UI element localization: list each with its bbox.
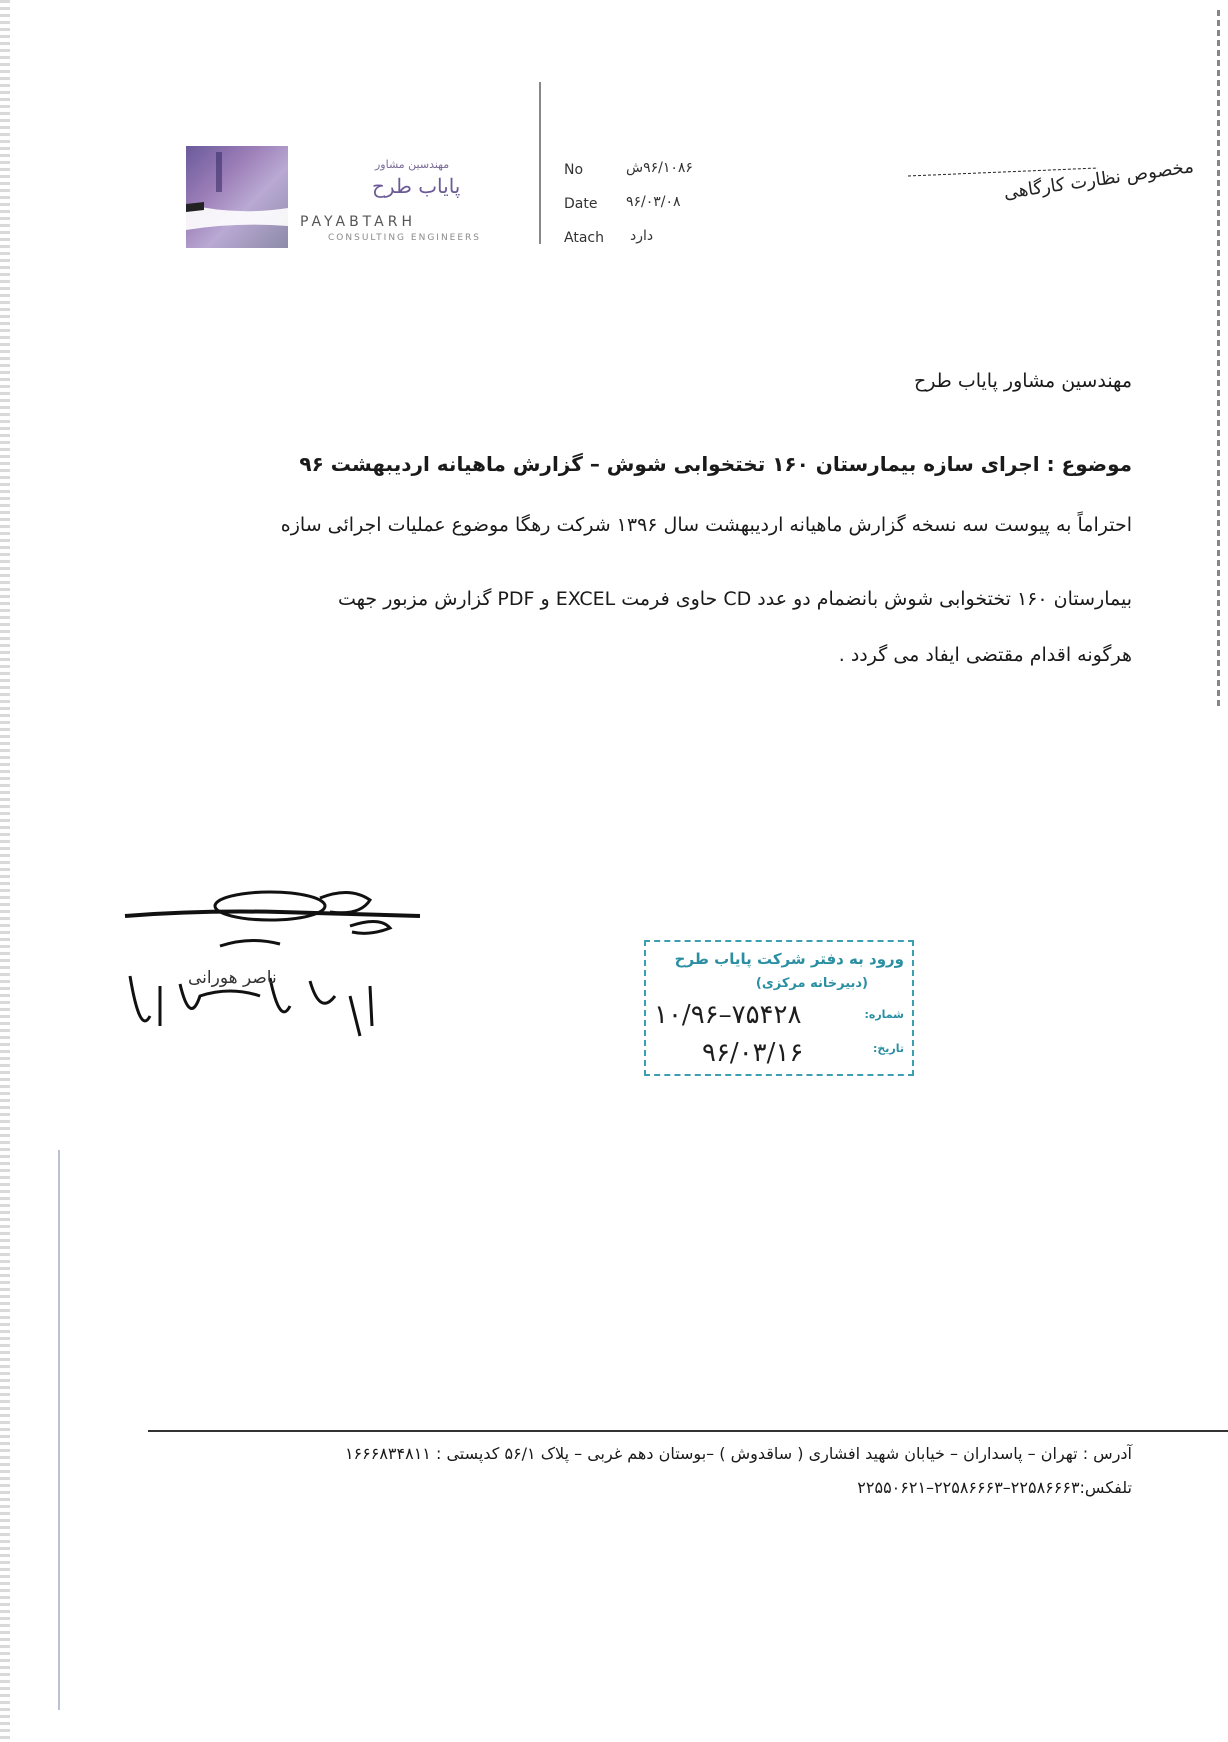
recipient: مهندسین مشاور پایاب طرح xyxy=(913,370,1132,392)
reception-stamp xyxy=(644,940,914,1076)
subject-line: موضوع : اجرای سازه بیمارستان ۱۶۰ تختخوابی شوش – گزارش ماهیانه اردیبهشت ۹۶ xyxy=(299,452,1132,476)
reception-stamp-subtitle: (دبیرخانه مرکزی) xyxy=(755,976,868,991)
paragraph-line: بیمارستان ۱۶۰ تختخوابی شوش بانضمام دو عدد CD حاوی فرمت EXCEL و PDF گزارش مزبور جهت xyxy=(338,588,1132,610)
scan-edge-line xyxy=(58,1150,60,1710)
date-label: Date xyxy=(564,196,598,212)
footer-telfax: تلفکس:۲۲۵۸۶۶۶۳–۲۲۵۸۶۶۶۳–۲۲۵۵۰۶۲۱ xyxy=(857,1478,1132,1497)
logo-title-fa: پایاب طرح xyxy=(372,174,461,198)
letter-number: ۹۶/۱۰۸۶ش xyxy=(626,160,693,176)
logo-subtitle-fa: مهندسین مشاور xyxy=(375,158,450,171)
paragraph-line: هرگونه اقدام مقتضی ایفاد می گردد . xyxy=(838,644,1132,666)
reception-number-label: شماره: xyxy=(864,1008,904,1021)
signatory-name: ناصر هورانی xyxy=(188,968,277,988)
attach-label: Atach xyxy=(564,230,604,246)
footer-address: آدرس : تهران – پاسداران – خیابان شهید افشاری ( ساقدوش ) –بوستان دهم غربی – پلاک ۵۶/۱ کدپستی : ۱۶۶۶۸۳۴۸۱۱ xyxy=(344,1444,1132,1463)
footer-divider xyxy=(148,1430,1228,1432)
site-supervision-text: مخصوص نظارت کارگاهی xyxy=(1002,156,1196,204)
attach-value: دارد xyxy=(630,228,654,244)
logo-subtitle-en: CONSULTING ENGINEERS xyxy=(328,233,482,243)
reception-number: ۱۰/۹۶–۷۵۴۲۸ xyxy=(654,1000,802,1030)
company-logo xyxy=(186,146,288,248)
signature xyxy=(120,886,480,1046)
scan-edge-right xyxy=(1217,10,1220,710)
site-supervision-stamp xyxy=(898,146,1198,204)
reception-date-label: تاریخ: xyxy=(872,1042,904,1055)
paragraph-line: احتراماً به پیوست سه نسخه گزارش ماهیانه اردیبهشت سال ۱۳۹۶ شرکت رهگا موضوع عملیات اجرائی سازه xyxy=(280,514,1132,536)
scan-edge-left xyxy=(0,0,10,1742)
letter-date: ۹۶/۰۳/۰۸ xyxy=(626,194,681,210)
reception-stamp-title: ورود به دفتر شرکت پایاب طرح xyxy=(674,950,904,968)
header-divider xyxy=(539,82,541,244)
reception-date: ۹۶/۰۳/۱۶ xyxy=(702,1038,804,1068)
no-label: No xyxy=(564,162,584,178)
logo-title-en: PAYABTARH xyxy=(300,214,416,230)
